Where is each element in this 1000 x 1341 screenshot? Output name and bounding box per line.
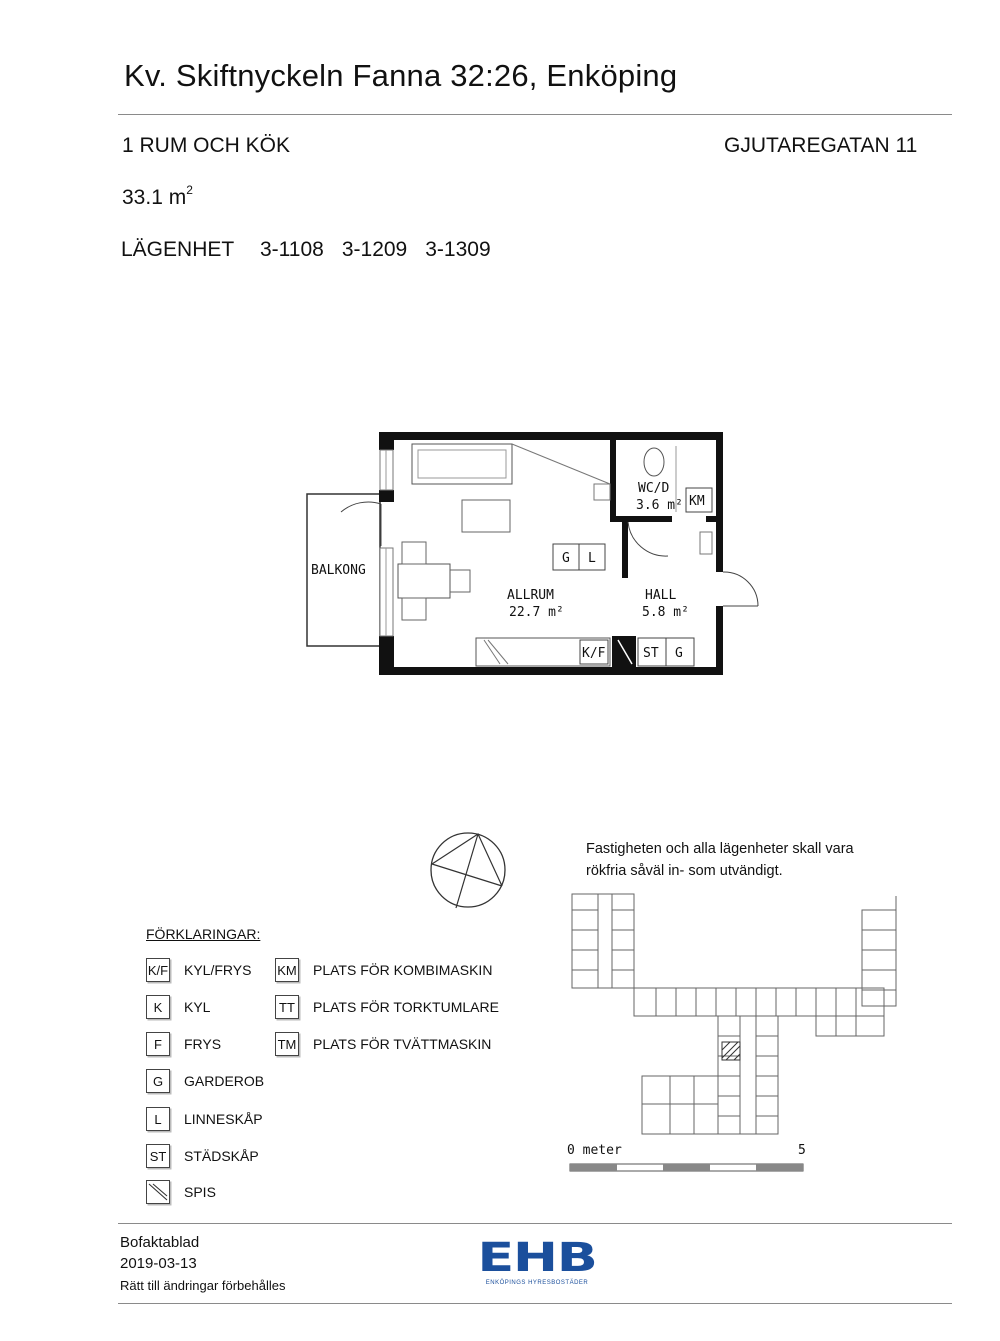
legend-heading: FÖRKLARINGAR: (146, 926, 261, 942)
legend-item (146, 995, 210, 1019)
legend-item (146, 1180, 216, 1204)
legend-text: PLATS FÖR TVÄTTMASKIN (313, 1036, 492, 1052)
legend-text: GARDEROB (184, 1073, 265, 1089)
plan-balkong-label: BALKONG (311, 563, 366, 578)
logo-subtitle: ENKÖPINGS HYRESBOSTÄDER (485, 1280, 589, 1286)
legend-text: SPIS (184, 1184, 216, 1200)
apartment-number: 3-1108 (260, 238, 324, 261)
header-divider (118, 114, 952, 115)
legend-text: PLATS FÖR TORKTUMLARE (313, 999, 499, 1015)
legend-code: ST (146, 1144, 170, 1168)
legend-code: TT (275, 995, 299, 1019)
scale-end-label: 5 (798, 1143, 806, 1158)
bottom-divider (118, 1303, 952, 1304)
legend-code: F (146, 1032, 170, 1056)
stove-icon (146, 1180, 170, 1204)
legend-code: TM (275, 1032, 299, 1056)
legend-item (146, 1032, 221, 1056)
legend-item (275, 958, 492, 982)
document-date: 2019-03-13 (120, 1255, 197, 1272)
plan-stadskap-label: ST (643, 646, 659, 661)
plan-km-label: KM (689, 494, 705, 509)
ehb-logo (478, 1236, 596, 1286)
document-type: Bofaktablad (120, 1234, 200, 1251)
plan-linneskap-label: L (588, 551, 596, 566)
legend-text: STÄDSKÅP (184, 1148, 259, 1164)
plan-allrum-area: 22.7 m² (509, 605, 564, 620)
plan-hall-area: 5.8 m² (642, 605, 689, 620)
apartment-area: 33.1 $m^2$ (122, 183, 193, 209)
plan-hall-label: HALL (645, 588, 677, 603)
legend-code: KM (275, 958, 299, 982)
legend-text: PLATS FÖR KOMBIMASKIN (313, 962, 493, 978)
scale-start-label: 0 meter (567, 1143, 622, 1158)
scale-bar (569, 1162, 805, 1174)
footer-divider (118, 1223, 952, 1224)
logo-mark: EHB (477, 1235, 597, 1281)
street-address: GJUTAREGATAN 11 (724, 134, 918, 157)
legend-item (275, 995, 499, 1019)
plan-garderob2-label: G (675, 646, 683, 661)
legend-text: KYL (184, 999, 211, 1015)
legend-text: FRYS (184, 1036, 222, 1052)
legend-code: K/F (146, 958, 170, 982)
legend-item (146, 1069, 264, 1093)
legend-item (146, 958, 251, 982)
legend-text: LINNESKÅP (184, 1111, 263, 1127)
page-title: Kv. Skiftnyckeln Fanna 32:26, Enköping (124, 58, 678, 93)
floor-plan (300, 425, 770, 685)
disclaimer: Rätt till ändringar förbehålles (120, 1278, 286, 1293)
legend-item (146, 1107, 263, 1131)
legend-code: L (146, 1107, 170, 1131)
legend-item (146, 1144, 259, 1168)
plan-garderob-label: G (562, 551, 570, 566)
smoke-free-note: Fastigheten och alla lägenheter skall vara rökfria såväl in- som utvändigt. (586, 841, 854, 879)
legend-text: KYL/FRYS (184, 962, 252, 978)
plan-wc-label: WC/D (638, 481, 670, 496)
legend-code: K (146, 995, 170, 1019)
compass-icon (426, 828, 510, 912)
apartment-number: 3-1309 (425, 238, 491, 261)
plan-allrum-label: ALLRUM (507, 588, 554, 603)
outer-walls (379, 432, 723, 675)
apartment-number: 3-1209 (341, 238, 408, 261)
plan-kf-label: K/F (582, 646, 606, 661)
apartment-numbers (121, 238, 509, 262)
apartment-label: LÄGENHET (121, 238, 235, 261)
plan-wc-area: 3.6 m² (636, 498, 683, 513)
legend-code: G (146, 1069, 170, 1093)
room-count: 1 RUM OCH KÖK (122, 134, 291, 157)
site-plan (565, 890, 905, 1150)
legend-item (275, 1032, 491, 1056)
